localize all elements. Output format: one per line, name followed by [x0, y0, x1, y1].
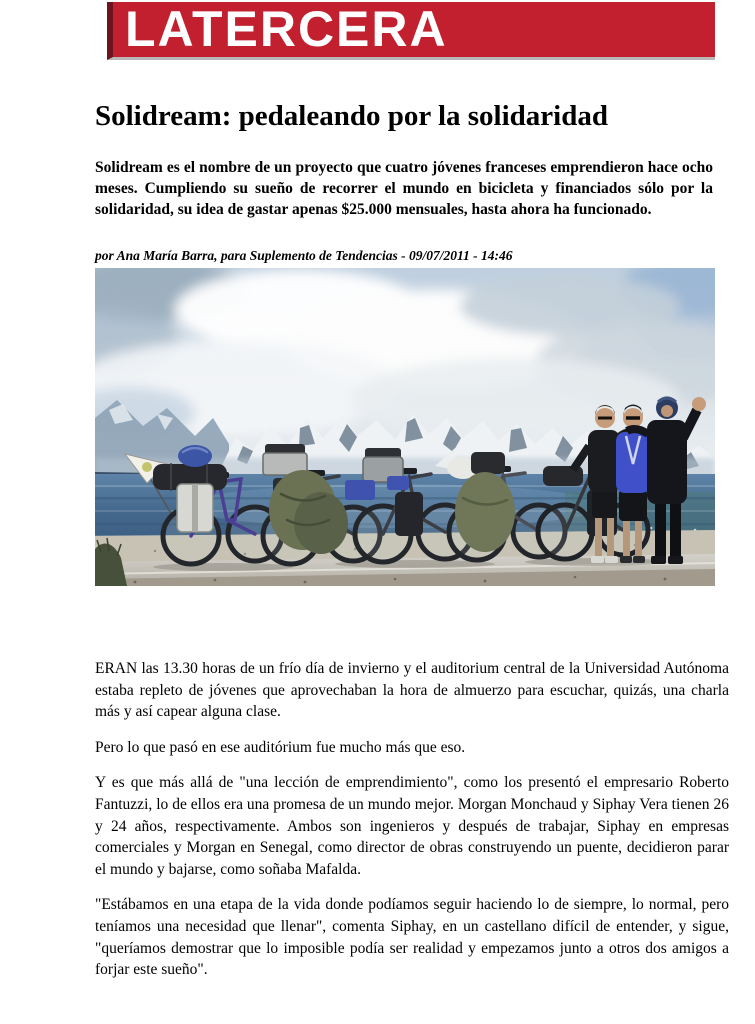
cyclists-mountain-photo: [95, 268, 715, 586]
paragraph-4: "Estábamos en una etapa de la vida donde podíamos seguir haciendo lo de siempre, lo normal, pero teníamos una necesidad que llenar", comenta Siphay, en un castellano difícil de entender, y sigue, "queríamos demostrar que lo imposible podía ser realidad y empezamos junto a otros dos amigos a forjar este sueño".: [95, 896, 729, 979]
paragraph-2: Pero lo que pasó en ese auditórium fue mucho más que eso.: [95, 738, 466, 756]
masthead-banner: [107, 2, 715, 60]
article-lead: Solidream es el nombre de un proyecto que cuatro jóvenes franceses emprendieron hace ocho meses. Cumpliendo su sueño de recorrer el mundo en bicicleta y financiados sólo por la solidaridad, su idea de gastar apenas $25.000 mensuales, hasta ahora ha funcionado.: [95, 158, 713, 218]
article-body: [95, 658, 729, 995]
article-photo: [95, 268, 715, 586]
article-byline: por Ana María Barra, para Suplemento de Tendencias - 09/07/2011 - 14:46: [95, 247, 513, 263]
paragraph-3: Y es que más allá de "una lección de emprendimiento", como los presentó el empresario Roberto Fantuzzi, lo de ellos era una promesa de un mundo mejor. Morgan Monchaud y Siphay Vera tienen 26 y 24 años, respectivamente. Ambos son ingenieros y después de trabajar, Siphay en empresas comerciales y Morgan en Senegal, como director de obras construyendo un puente, decidieron parar el mundo y bajarse, como soñaba Mafalda.: [95, 774, 729, 878]
article-title: Solidream: pedaleando por la solidaridad: [95, 100, 608, 133]
paragraph-1: ERAN las 13.30 horas de un frío día de invierno y el auditorium central de la Universidad Autónoma estaba repleto de jóvenes que aprovechaban la hora de almuerzo para escuchar, quizás, una charla más y así capear alguna clase.: [95, 660, 729, 721]
latercera-logo: LATERCERA: [125, 0, 448, 57]
